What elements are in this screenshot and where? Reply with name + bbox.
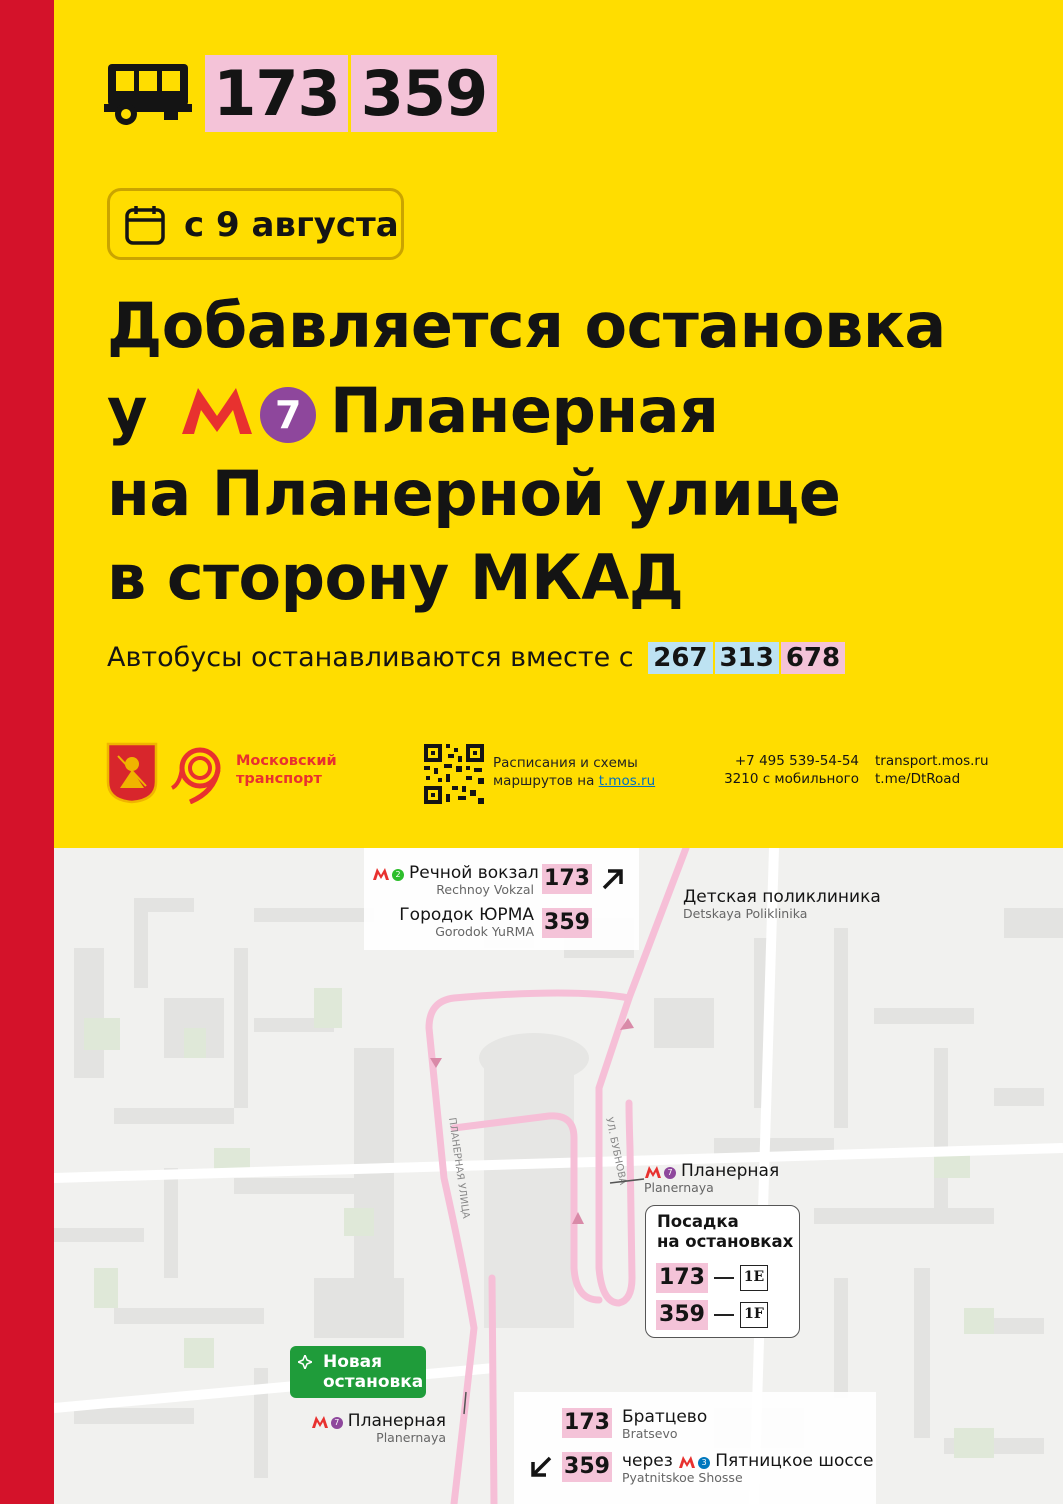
boarding-title: Посадка на остановках [657, 1212, 794, 1251]
calendar-icon [124, 204, 166, 246]
moscow-transport-name: Московский транспорт [236, 753, 337, 787]
dest-rechnoy: 2 Речной вокзал Rechnoy Vokzal [372, 864, 534, 897]
headline-line-1: Добавляется остановка [107, 289, 946, 362]
metro-m-icon [644, 1166, 662, 1178]
line-badge-7: 7 [331, 1417, 343, 1429]
date-pill [107, 188, 404, 260]
moscow-transport-logo-icon [170, 744, 226, 804]
dest-route-173: 173 [542, 864, 592, 894]
schedule-link[interactable]: t.mos.ru [598, 773, 656, 789]
metro-planernaya-right: 7 Планерная Planernaya [644, 1161, 780, 1195]
metro-m-icon [311, 1416, 329, 1428]
dest-pyatnitskoe: через 3 Пятницкое шоссе Pyatnitskoe Shosse [622, 1451, 874, 1485]
arrow-up-right-icon [600, 866, 626, 892]
date-label: с 9 августа [184, 205, 399, 245]
moscow-emblem-icon [106, 742, 158, 804]
line-badge-3: 3 [698, 1457, 710, 1469]
phone-info [719, 752, 859, 788]
metro-m-icon [372, 868, 390, 880]
bus-stop-icon [298, 1355, 312, 1369]
line-badge-2: 2 [392, 869, 404, 881]
stop-code: 1Е [740, 1265, 768, 1291]
qr-code-icon [422, 742, 486, 806]
metro-m-icon [178, 386, 256, 436]
headline-station: Планерная [330, 374, 719, 447]
site-link[interactable]: transport.mos.ru [875, 753, 989, 769]
metro-line-badge: 7 [260, 387, 316, 443]
street-label-left: ПЛАНЕРНАЯ УЛИЦА [446, 1116, 472, 1220]
shared-route-267: 267 [648, 642, 712, 674]
phone-mobile: 3210 с мобильного [724, 771, 859, 787]
dest-route-173-south: 173 [562, 1408, 612, 1438]
phone-number[interactable]: +7 495 539-54-54 [734, 753, 859, 769]
headline-line-3: на Планерной улице [107, 457, 841, 530]
dest-route-359: 359 [542, 908, 592, 938]
line-badge-7: 7 [664, 1167, 676, 1179]
red-side-stripe [0, 0, 54, 1504]
shared-stop-label: Автобусы останавливаются вместе с [107, 642, 634, 673]
schedule-info: Расписания и схемы маршрутов на t.mos.ru [493, 755, 656, 789]
headline-line-4: в сторону МКАД [107, 541, 684, 614]
website-info [875, 752, 989, 788]
dest-yurma: Городок ЮРМА Gorodok YuRMA [399, 905, 534, 939]
arrow-down-left-icon [528, 1454, 554, 1480]
bus-icon [104, 58, 192, 128]
stop-code: 1F [740, 1302, 768, 1328]
poi-clinic: Детская поликлиника Detskaya Poliklinika [683, 887, 881, 921]
shared-route-678: 678 [781, 642, 845, 674]
route-badge-359: 359 [351, 55, 497, 132]
telegram-link[interactable]: t.me/DtRoad [875, 771, 961, 787]
dest-bratsevo: Братцево Bratsevo [622, 1407, 708, 1441]
route-badge-173: 173 [205, 55, 348, 132]
headline-line-2 [107, 374, 719, 447]
shared-stop-note [107, 642, 845, 674]
new-stop-badge: Новая остановка [290, 1346, 426, 1398]
metro-planernaya-left: 7 Планерная Planernaya [300, 1412, 446, 1445]
dest-route-359-south: 359 [562, 1452, 612, 1482]
route-map [54, 848, 1063, 1504]
shared-route-313: 313 [715, 642, 779, 674]
street-label-right: УЛ. БУБНОВА [603, 1116, 629, 1187]
boarding-info-box: Посадка на остановках 173 1Е 359 1F [645, 1205, 800, 1338]
headline-prefix: у [107, 374, 147, 447]
metro-m-icon [678, 1456, 696, 1468]
